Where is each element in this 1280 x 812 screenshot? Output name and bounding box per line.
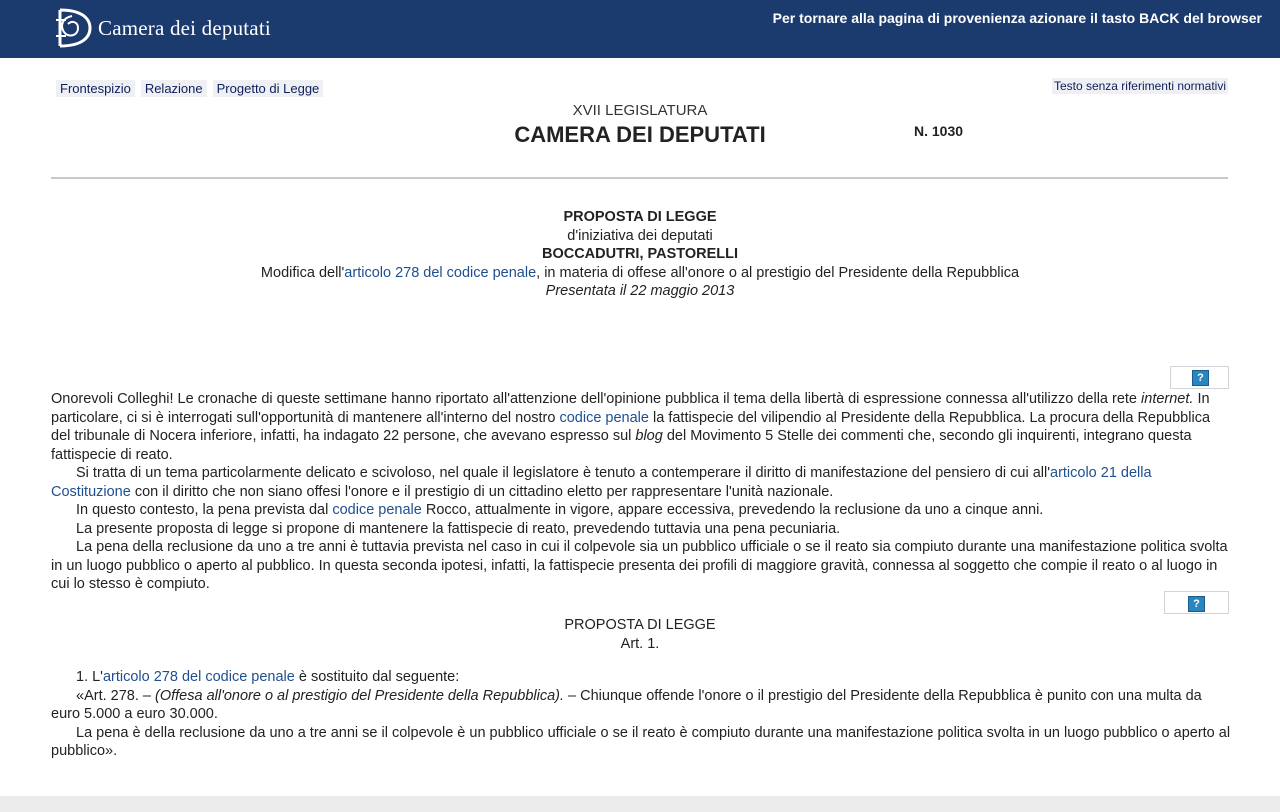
presented-date: Presentata il 22 maggio 2013 [545,283,735,299]
codice-penale-link[interactable]: codice penale [559,409,649,426]
relazione-paragraph: La presente proposta di legge si propone di mantenere la fattispecie di reato, prevedendo tuttavia una pena pecuniaria. [76,520,841,537]
nav-frontespizio[interactable]: Frontespizio [56,80,135,97]
nav-progetto-di-legge[interactable]: Progetto di Legge [213,80,324,97]
document-nav [56,80,323,97]
article-text [51,668,1231,761]
comma: 1. L'articolo 278 del codice penale è sostituito dal seguente: [76,669,460,685]
header-divider [51,177,1228,179]
progetto-heading [0,616,1280,653]
frontespizio [0,208,1280,301]
relazione-paragraph: In questo contesto, la pena prevista dal codice penale Rocco, attualmente in vigore, appare eccessiva, prevedendo la reclusione da uno a cinque anni. [76,502,1044,518]
testo-senza-riferimenti-link[interactable]: Testo senza riferimenti normativi [1053,79,1226,93]
comma: «Art. 278. – (Offesa all'onore o al prestigio del Presidente della Repubblica). – Chiunque offende l'onore o il prestigio del Presidente della Repubblica è punito con una multa da euro 5.000 a euro 30.000. [51,687,1202,722]
nav-relazione[interactable]: Relazione [141,80,207,97]
article-278-link[interactable]: articolo 278 del codice penale [102,669,295,685]
back-message: Per tornare alla pagina di provenienza azionare il tasto BACK del browser [772,10,1262,26]
relazione-text [51,390,1231,594]
codice-penale-link[interactable]: codice penale [332,502,422,518]
article-number: Art. 1. [620,635,660,652]
proposal-type: PROPOSTA DI LEGGE [563,209,717,225]
authors: BOCCADUTRI, PASTORELLI [541,246,739,262]
top-bar [0,0,1280,58]
relazione-paragraph: Si tratta di un tema particolarmente delicato e scivoloso, nel quale il legislatore è tenuto a contemperare il diritto di manifestazione del pensiero di cui all'articolo 21 della Costituzione con il diritto che non siano offesi l'onore e il prestigio di un cittadino eletto per rappresentare l'unità nazionale. [51,465,1152,500]
logo-text: Camera dei deputati [98,15,271,40]
camera-logo[interactable] [50,4,271,52]
legislatura-label: XVII LEGISLATURA [572,102,708,119]
document-number: N. 1030 [914,123,964,139]
relazione-paragraph: La pena della reclusione da uno a tre anni è tuttavia prevista nel caso in cui il colpevole sia un pubblico ufficiale o se il reato sia compiuto durante una manifestazione politica svolta in un luogo pubblico o aperto al pubblico. In questa seconda ipotesi, infatti, la fattispecie presenta dei profili di maggiore gravità, connessa al soggetto che compie il reato o al luogo in cui lo stesso è compiuto. [51,539,1228,592]
articolo-21-costituzione-link[interactable]: articolo 21 della Costituzione [51,465,1152,500]
camera-emblem-icon [50,6,94,50]
article-278-link[interactable]: articolo 278 del codice penale [344,264,537,281]
comma: La pena è della reclusione da uno a tre anni se il colpevole è un pubblico ufficiale o se il reato è compiuto durante una manifestazione politica svolta in un luogo pubblico o aperto al pubblico». [51,724,1231,759]
help-icon[interactable]: ? [1192,370,1209,386]
proposal-title: Modifica dell'articolo 278 del codice penale, in materia di offese all'onore o al prestigio del Presidente della Repubblica [260,264,1020,281]
footer-strip [0,796,1280,812]
camera-title: CAMERA DEI DEPUTATI [514,122,766,147]
initiative-label: d'iniziativa dei deputati [567,227,713,244]
progetto-title: PROPOSTA DI LEGGE [564,617,716,633]
relazione-paragraph: Onorevoli Colleghi! Le cronache di queste settimane hanno riportato all'attenzione dell'opinione pubblica il tema della libertà di espressione connessa all'utilizzo della rete internet. In particolare, ci si è interrogati sull'opportunità di mantenere all'interno del nostro codice penale la fattispecie del vilipendio al Presidente della Repubblica. La procura della Repubblica del tribunale di Nocera inferiore, infatti, ha indagato 22 persone, che avevano espresso sul blog del Movimento 5 Stelle dei commenti che, secondo gli inquirenti, integrano questa fattispecie di reato. [51,391,1211,463]
help-box-relazione [1170,366,1229,389]
help-icon[interactable]: ? [1188,596,1205,612]
help-box-progetto [1164,591,1229,614]
